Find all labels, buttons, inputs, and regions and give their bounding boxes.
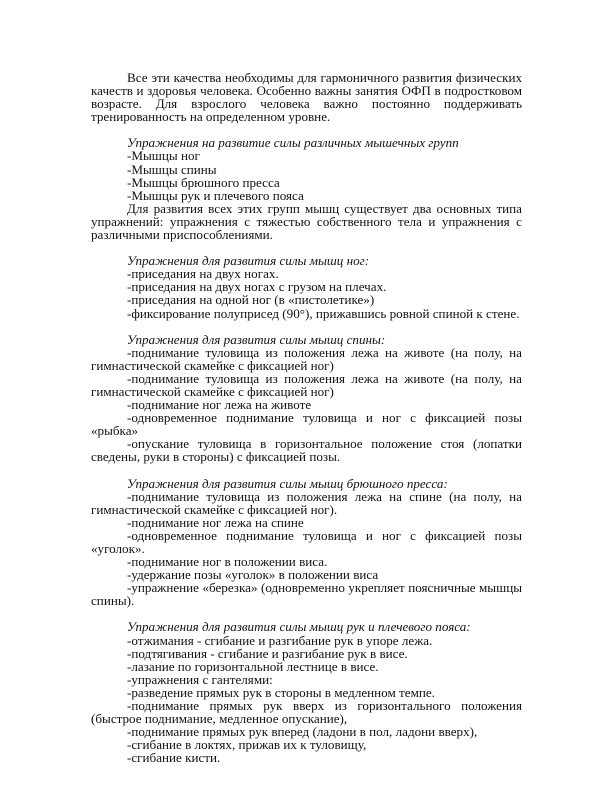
list-item: -лазание по горизонтальной лестнице в висе. xyxy=(127,658,379,674)
list-item: -одновременное поднимание туловища и ног с фиксацией позы «рыбка» xyxy=(91,410,522,439)
list-item: -поднимание прямых рук вперед (ладони в пол, ладони вверх), xyxy=(127,724,478,740)
list-item: -Мышцы брюшного пресса xyxy=(127,174,280,190)
intro-paragraph: Все эти качества необходимы для гармоничного развития физических качеств и здоровья человека. Особенно важны занятия ОФП в подростковом возрасте. Для взрослого человека важно постоянно поддерживать тренированность на определенном уровне. xyxy=(91,70,522,125)
section-heading: Упражнения для развития силы мышц брюшного пресса: xyxy=(127,475,448,491)
list-item: -поднимание ног лежа на животе xyxy=(127,397,312,413)
list-item: -Мышцы ног xyxy=(127,148,200,164)
list-item: -поднимание туловища из положения лежа на животе (на полу, на гимнастической скамейке с фиксацией ног) xyxy=(91,344,522,373)
document-page xyxy=(91,71,522,765)
list-item: -опускание туловища в горизонтальное положение стоя (лопатки сведены, руки в стороны) с фиксацией позы. xyxy=(91,436,522,465)
list-item: -Мышцы рук и плечевого пояса xyxy=(127,187,304,203)
list-item: -разведение прямых рук в стороны в медленном темпе. xyxy=(127,684,435,700)
section-heading: Упражнения для развития силы мышц ног: xyxy=(127,253,370,269)
list-item: -Мышцы спины xyxy=(127,161,217,177)
list-item: -поднимание ног лежа на спине xyxy=(127,514,304,530)
section-heading: Упражнения для развития силы мышц спины: xyxy=(127,331,386,347)
list-item: -одновременное поднимание туловища и ног с фиксацией позы «уголок». xyxy=(91,527,522,556)
list-item: -упражнения с гантелями: xyxy=(127,671,273,687)
list-item: -упражнение «березка» (одновременно укрепляет поясничные мышцы спины). xyxy=(91,580,522,609)
list-item: -сгибание в локтях, прижав их к туловищу, xyxy=(127,737,367,753)
list-item: -подтягивания - сгибание и разгибание рук в висе. xyxy=(127,645,408,661)
list-item: -сгибание кисти. xyxy=(127,750,221,766)
list-item: -поднимание ног в положении виса. xyxy=(127,554,328,570)
list-item: -приседания на двух ногах с грузом на плечах. xyxy=(127,279,387,295)
section-heading: Упражнения на развитие силы различных мышечных групп xyxy=(127,135,459,151)
section-heading: Упражнения для развития силы мышц рук и плечевого пояса: xyxy=(127,619,471,635)
list-item: -отжимания - сгибание и разгибание рук в упоре лежа. xyxy=(127,632,433,648)
list-item: -приседания на одной ног (в «пистолетике») xyxy=(127,292,375,308)
list-item: -поднимание туловища из положения лежа на животе (на полу, на гимнастической скамейке с фиксацией ног) xyxy=(91,370,522,399)
list-item: -удержание позы «уголок» в положении виса xyxy=(127,567,379,583)
paragraph: Для развития всех этих групп мышц существует два основных типа упражнений: упражнения с тяжестью собственного тела и упражнения с различными приспособлениями. xyxy=(91,200,522,243)
spacer xyxy=(91,464,522,477)
list-item: -фиксирование полуприсед (90°), прижавшись ровной спиной к стене. xyxy=(127,305,520,321)
spacer xyxy=(91,320,522,333)
list-item: -поднимание прямых рук вверх из горизонтального положения (быстрое поднимание, медленное опускание), xyxy=(91,698,522,727)
list-item: -поднимание туловища из положения лежа на спине (на полу, на гимнастической скамейке с фиксацией ног). xyxy=(91,488,522,517)
list-item: -приседания на двух ногах. xyxy=(127,266,279,282)
